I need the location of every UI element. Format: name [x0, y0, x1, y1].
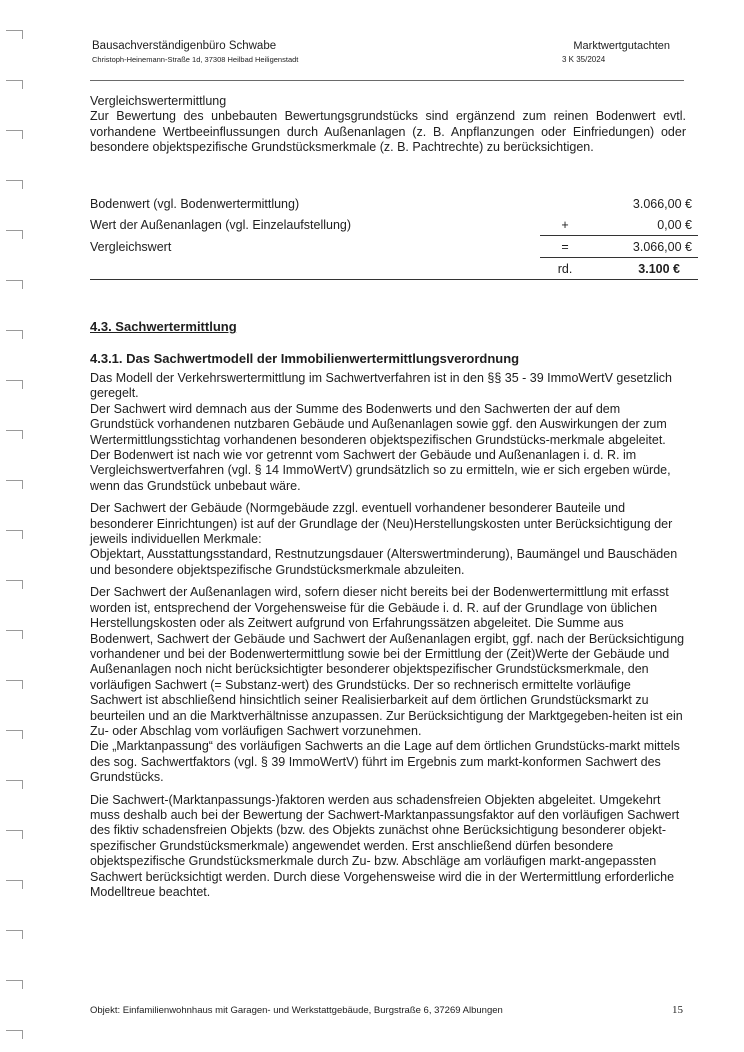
- binder-tick: [6, 380, 23, 389]
- file-reference: 3 K 35/2024: [562, 55, 606, 64]
- valuation-operator: =: [540, 236, 590, 258]
- valuation-table: [90, 193, 698, 280]
- valuation-label: Bodenwert (vgl. Bodenwertermittlung): [90, 196, 300, 211]
- valuation-amount: 0,00 €: [657, 217, 692, 232]
- binder-tick: [6, 680, 23, 689]
- valuation-row: [90, 236, 698, 258]
- section-heading: 4.3. Sachwertermittlung: [90, 319, 237, 334]
- paragraph: Der Sachwert der Außenanlagen wird, sofern dieser nicht bereits bei der Bodenwertermittlung mit erfasst worden ist, entsprechend der Vorgehensweise für die Gebäude i. d. R. auf der Grundlage von üblichen Herstellungskosten oder als Zeitwert aufgrund von Erfahrungssätzen abgeleitet. Die Summe aus Bodenwert, Sachwert der Gebäude und Sachwert der Außenanlagen ergibt, ggf. nach der Berücksichtigung vorhandener und bei der Bodenwertermittlung sowie bei der Ermittlung der (Zeit)Werte der Gebäude und Außenanlagen noch nicht berücksichtigter besonderer objektspezifischer Grundstücksmerkmale, den vorläufigen Sachwert (= Substanz-wert) des Grundstücks. Der so rechnerisch ermittelte vorläufige Sachwert ist abschließend hinsichtlich seiner Realisierbarkeit auf dem örtlichen Grundstücksmarkt zu beurteilen und an die Marktverhältnisse anzupassen. Zur Berücksichtigung der Marktgegeben-heiten ist ein Zu- oder Abschlag vom vorläufigen Sachwert vorzunehmen.: [90, 585, 685, 738]
- binder-tick: [6, 580, 23, 589]
- paragraph: Der Sachwert der Gebäude (Normgebäude zzgl. eventuell vorhandener besonderer Bauteile und besonderer Einrichtungen) ist auf der Grundlage der (Neu)Herstellungskosten unter Berücksichtigung der jeweils individuellen Merkmale:: [90, 501, 673, 547]
- valuation-label: Wert der Außenanlagen (vgl. Einzelaufstellung): [90, 217, 352, 232]
- subsection-heading: 4.3.1. Das Sachwertmodell der Immobilienwertermittlungsverordnung: [90, 351, 520, 366]
- binder-tick: [6, 880, 23, 889]
- binder-tick: [6, 1030, 23, 1039]
- vergleich-heading: Vergleichswertermittlung: [90, 94, 227, 108]
- document-type: Marktwertgutachten: [573, 40, 670, 52]
- binder-tick: [6, 630, 23, 639]
- vergleich-section: [90, 94, 686, 156]
- binder-tick: [6, 80, 23, 89]
- page-header: [92, 40, 672, 72]
- valuation-row-rounded: [90, 258, 698, 280]
- paragraph: Die „Marktanpassung“ des vorläufigen Sachwerts an die Lage auf dem örtlichen Grundstücks-markt mittels des sog. Sachwertfaktors (vgl. § 39 ImmoWertV) führt im Ergebnis zum markt-konformen Sachwert des Grundstücks.: [90, 739, 680, 785]
- valuation-label: [90, 258, 540, 280]
- valuation-row: [90, 193, 698, 214]
- binder-tick: [6, 130, 23, 139]
- valuation-amount-rounded: 3.100 €: [590, 258, 698, 280]
- binder-tick: [6, 930, 23, 939]
- paragraph: Objektart, Ausstattungsstandard, Restnutzungsdauer (Alterswertminderung), Baumängel und Bauschäden und besondere objektspezifische Grundstücksmerkmale abzuleiten.: [90, 547, 678, 577]
- binder-tick: [6, 830, 23, 839]
- binder-tick: [6, 430, 23, 439]
- binder-tick: [6, 180, 23, 189]
- valuation-row: [90, 214, 698, 236]
- sachwert-body: [90, 371, 686, 900]
- binder-tick: [6, 480, 23, 489]
- binder-tick: [6, 780, 23, 789]
- page-number: 15: [672, 1004, 683, 1016]
- office-address: Christoph-Heinemann-Straße 1d, 37308 Heilbad Heiligenstadt: [92, 55, 299, 64]
- binder-hole-marks: [0, 0, 28, 1052]
- footer-object: Objekt: Einfamilienwohnhaus mit Garagen- und Werkstattgebäude, Burgstraße 6, 37269 Albungen: [90, 1005, 503, 1016]
- header-divider: [90, 80, 684, 81]
- paragraph: Der Bodenwert ist nach wie vor getrennt vom Sachwert der Gebäude und Außenanlagen i. d. R. im Vergleichswertverfahren (vgl. § 14 ImmoWertV) grundsätzlich so zu ermitteln, wie er sich ergeben würde, wenn das Grundstück unbebaut wäre.: [90, 448, 671, 493]
- valuation-label: Vergleichswert: [90, 239, 172, 254]
- office-name: Bausachverständigenbüro Schwabe: [92, 40, 277, 52]
- valuation-operator: +: [561, 217, 569, 232]
- binder-tick: [6, 980, 23, 989]
- binder-tick: [6, 530, 23, 539]
- binder-tick: [6, 30, 23, 39]
- binder-tick: [6, 280, 23, 289]
- binder-tick: [6, 230, 23, 239]
- binder-tick: [6, 330, 23, 339]
- paragraph: Der Sachwert wird demnach aus der Summe des Bodenwerts und den Sachwerten der auf dem Grundstück vorhandenen nutzbaren Gebäude und Außenanlagen sowie ggf. den Auswirkungen der zum Wertermittlungsstichtag vorhandenen besonderen objektspezifischen Grundstücks-merkmale abgeleitet.: [90, 401, 667, 447]
- vergleich-text: Zur Bewertung des unbebauten Bewertungsgrundstücks sind ergänzend zum reinen Bodenwert evtl. vorhandene Wertbeeinflussungen durch Außenanlagen (z. B. Anpflanzungen oder Einfriedungen) oder besondere objektspezifische Grundstücksmerkmale (z. B. Pachtrechte) zu berücksichtigen.: [90, 109, 686, 155]
- paragraph: Das Modell der Verkehrswertermittlung im Sachwertverfahren ist in den §§ 35 - 39 ImmoWertV gesetzlich geregelt.: [90, 371, 672, 401]
- valuation-amount: 3.066,00 €: [632, 196, 692, 211]
- valuation-operator: rd.: [540, 258, 590, 280]
- paragraph: Die Sachwert-(Marktanpassungs-)faktoren werden aus schadensfreien Objekten abgeleitet. Umgekehrt muss deshalb auch bei der Bewertung der Sachwert-Marktanpassungsfaktor auf den vorläufigen Sachwert des fiktiv schadensfreien Objekts (bzw. des Objekts zunächst ohne Berücksichtigung besonderer objekt-spezifischer Grundstücksmerkmale) angewendet werden. Erst anschließend dürfen besondere objektspezifische Grundstücksmerkmale durch Zu- bzw. Abschläge am vorläufigen markt-angepassten Sachwert berücksichtigt werden. Durch diese Vorgehensweise wird die in der Wertermittlung erforderliche Modelltreue beachtet.: [90, 792, 680, 899]
- valuation-amount: 3.066,00 €: [590, 236, 698, 258]
- valuation-operator: [540, 193, 590, 214]
- binder-tick: [6, 730, 23, 739]
